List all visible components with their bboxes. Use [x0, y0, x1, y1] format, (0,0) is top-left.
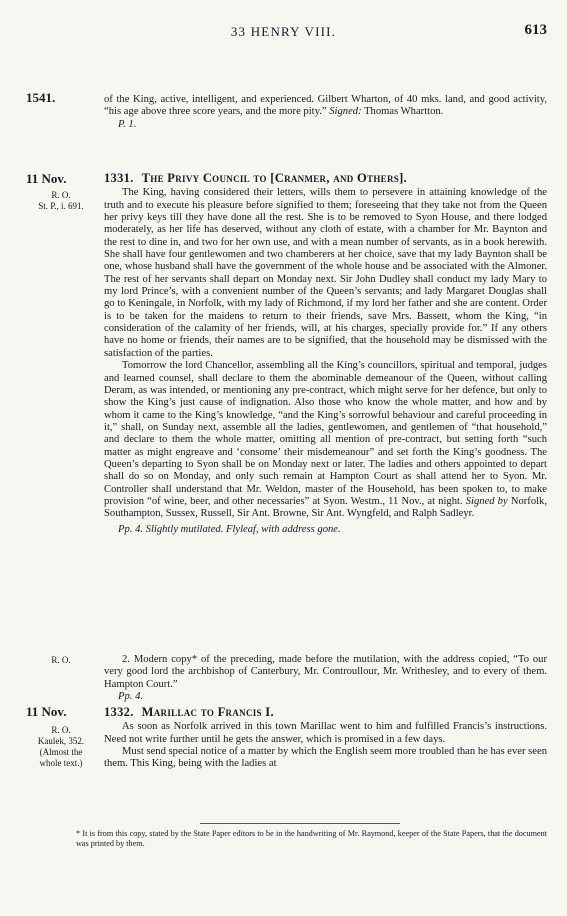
entry-title: Marillac to Francis I. — [141, 705, 274, 719]
margin-ref-line: Kaulek, 352. — [37, 736, 85, 746]
footnote: * It is from this copy, stated by the State Paper editors to be in the handwriting of Mr. Raymond, keeper of the State Papers, that the document was printed by them. — [76, 829, 547, 848]
margin-year: 1541. — [26, 90, 56, 105]
entry-1331 — [104, 172, 547, 536]
entry-1331-para-2 — [104, 360, 547, 520]
signed-names: Norfolk, Southampton, Sussex, Russell, Sir Ant. Browne, Sir Ant. Wyngfeld, and Ralph Sadleyr. — [104, 495, 548, 520]
margin-ref-line: (Almost the — [39, 747, 83, 757]
continued-page-note: P. 1. — [118, 118, 137, 130]
margin-ref-1331 — [26, 190, 96, 212]
entry-1332 — [104, 706, 547, 771]
margin-ref-line: R. O. — [51, 725, 71, 735]
entry-1331-copy-text: 2. Modern copy* of the preceding, made before the mutilation, with the address copied, “To our very good lord the archbishop of Canterbury, Mr. Controullour, Mr. Writhesley, and to every of them. Hampton Court.” — [104, 654, 547, 690]
margin-ref-1332 — [26, 725, 96, 769]
continued-text — [104, 94, 547, 119]
page-number: 613 — [524, 22, 547, 38]
footnote-rule — [200, 823, 400, 824]
entry-title: The Privy Council to [Cranmer, and Others]. — [141, 171, 407, 185]
continued-entry — [104, 94, 547, 131]
entry-1331-copy — [104, 654, 547, 703]
signed-label: Signed by — [465, 495, 508, 507]
entry-1332-para-1: As soon as Norfolk arrived in this town Marillac went to him and fulfilled Francis’s instructions. Need not write further until he gets the answer, which is promised in a few days. — [104, 721, 547, 745]
entry-1332-heading — [104, 706, 547, 718]
entry-1331-heading — [104, 172, 547, 184]
margin-date-1331: 11 Nov. — [26, 171, 67, 186]
margin-date-1332: 11 Nov. — [26, 704, 67, 719]
margin-ref-line: R. O. — [51, 190, 71, 200]
margin-ref-line: St. P., i. 691. — [38, 201, 84, 211]
margin-ref-1331-2: R. O. — [51, 655, 71, 665]
entry-1332-para-2: Must send special notice of a matter by which the English seem more troubled than he has ever seen them. This King, being with the ladies at — [104, 746, 547, 770]
entry-number: 1331. — [104, 171, 134, 185]
entry-number: 1332. — [104, 705, 134, 719]
running-head: 33 HENRY VIII. — [230, 24, 337, 39]
entry-1331-para-2-text: Tomorrow the lord Chancellor, assembling all the King’s councillors, spiritual and temporal, judges and learned counsel, shall declare to them the abominable demeanour of the Queen, without calling Deram, as was intended, or mentioning any pre-contract, which might serve for her defence, but only to show the King’s just cause of indignation. Also those who know the whole matter, and how and by whom it came to the King’s knowledge, “and the King’s sorrowful behaviour and careful proceeding in it,” shall, on Sunday next, assemble all the ladies, gentlewomen, and gentlemen of “that household,” and declare to them the whole matter, omitting all mention of pre-contract, but setting forth “such matter as might engreave and ‘consome’ their misdemeanour” and set forth the King’s goodness. The Queen’s departing to Syon shall be on Monday next or later. The ladies and others appointed to depart shall do so on Monday, and only such remain at Hampton Court as shall attend her to Syon. Mr. Controller shall understand that Mr. Weldon, master of the Household, has been spoken to, to make provision “of wine, beer, and other necessaries” at Syon. Westm., 11 Nov., at night. — [104, 360, 547, 507]
signed-name: Thomas Whartton. — [364, 106, 444, 118]
continued-body: of the King, active, intelligent, and experienced. Gilbert Wharton, of 40 mks. land, and good activity, “his age above three score years, and the more pity.” — [104, 94, 547, 118]
entry-1331-page-note: Pp. 4. Slightly mutilated. Flyleaf, with address gone. — [118, 523, 341, 535]
signed-label: Signed: — [329, 106, 362, 118]
page-header — [0, 22, 567, 44]
entry-1331-copy-page-note: Pp. 4. — [118, 691, 144, 703]
margin-ref-line: whole text.) — [39, 758, 83, 768]
entry-1331-para-1: The King, having considered their letters, wills them to persevere in attaining knowledge of the truth and to execute his pleasure before signified to them; foreseeing that they take not from the Queen her privy keys till they have done all the rest. She is to be removed to Syon House, and there lodged moderately, as her life has deserved, without any cloth of estate, with a chamber for Mr. Baynton and the rest to dine in, and two for her own use, and with a mean number of servants, as in a book herewith. She shall have four gentlewomen and two chamberers at her choice, save that my lady Baynton shall be one, whose husband shall have the government of the whole house and be associated with the Almoner. The rest of her servants shall depart on Monday next. Sir John Dudley shall conduct my lady Mary to my lord Prince’s, with a convenient number of the Queen’s servants; and lady Margaret Douglas shall go to Keningale, in Norfolk, with my lady of Richmond, if my lord her father and she are content. Order is to be taken for the maidens to return to their friends, save Mrs. Bassett, whom the King, “in consideration of the calamity of her friends, will, at his charges, specially provide for.” If any others have no home or friends, their names are to be signified, that the household may be dismissed with the satisfaction of the parties. — [104, 187, 547, 359]
